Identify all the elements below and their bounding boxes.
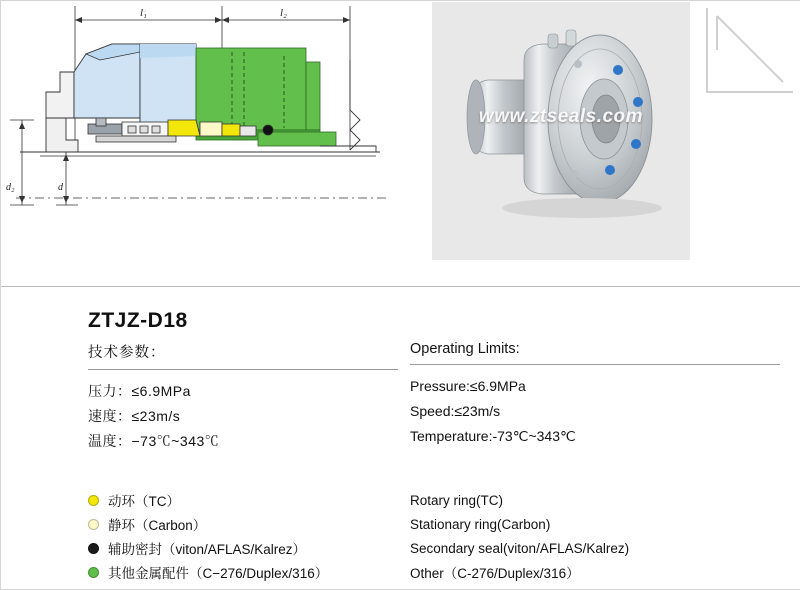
spec-temperature-en: Temperature:-73℃~343℃ (410, 428, 576, 444)
legend-color-dot-rotary (88, 495, 99, 506)
spec-speed-en: Speed:≤23m/s (410, 403, 501, 419)
legend-label-rotary-zh: 动环（TC） (108, 494, 180, 509)
legend-item (88, 560, 418, 584)
product-photo (432, 2, 690, 260)
spec-column-english (410, 341, 780, 449)
watermark-text: www.ztseals.com (478, 106, 644, 127)
legend-label-rotary-en: Rotary ring(TC) (410, 492, 504, 508)
dim-label-l1: l₁ (140, 7, 147, 19)
top-illustration-area (0, 0, 800, 272)
spec-column-chinese (88, 341, 398, 454)
dim-label-d: d (58, 182, 63, 193)
legend-item (88, 536, 418, 560)
spec-pressure-zh: 压力：≤6.9MPa (88, 383, 191, 399)
spec-list-english (410, 374, 780, 449)
spec-rule-left (88, 369, 398, 370)
legend-item (410, 488, 790, 512)
section-divider (0, 286, 800, 287)
legend-label-other-en: Other（C-276/Duplex/316） (410, 566, 580, 581)
technical-drawing (0, 0, 430, 272)
legend-label-stationary-en: Stationary ring(Carbon) (410, 516, 551, 532)
legend-color-dot-other (88, 567, 99, 578)
spec-pressure-en: Pressure:≤6.9MPa (410, 378, 526, 394)
spec-list-chinese (88, 379, 398, 454)
legend-item (410, 560, 790, 584)
legend-item (410, 536, 790, 560)
legend-chinese (88, 488, 418, 584)
spec-speed-zh: 速度：≤23m/s (88, 408, 181, 424)
legend-color-dot-stationary (88, 519, 99, 530)
legend-label-secondary-en: Secondary seal(viton/AFLAS/Kalrez) (410, 540, 630, 556)
dim-label-l2: l₂ (280, 7, 287, 19)
spec-rule-right (410, 364, 780, 365)
spec-header-chinese: 技术参数： (88, 345, 166, 361)
legend-label-secondary-zh: 辅助密封（viton/AFLAS/Kalrez） (108, 542, 307, 557)
legend-item (88, 512, 418, 536)
corner-decoration (695, 0, 800, 100)
legend-item (88, 488, 418, 512)
legend-label-other-zh: 其他金属配件（C−276/Duplex/316） (108, 566, 329, 581)
spec-header-english: Operating Limits: (410, 341, 520, 357)
dim-label-d2: d₂ (6, 182, 15, 193)
legend-item (410, 512, 790, 536)
spec-temperature-zh: 温度：−73℃~343℃ (88, 433, 220, 449)
legend-english (410, 488, 790, 584)
legend-label-stationary-zh: 静环（Carbon） (108, 518, 207, 533)
page-title: ZTJZ-D18 (88, 309, 188, 332)
legend-color-dot-secondary (88, 543, 99, 554)
